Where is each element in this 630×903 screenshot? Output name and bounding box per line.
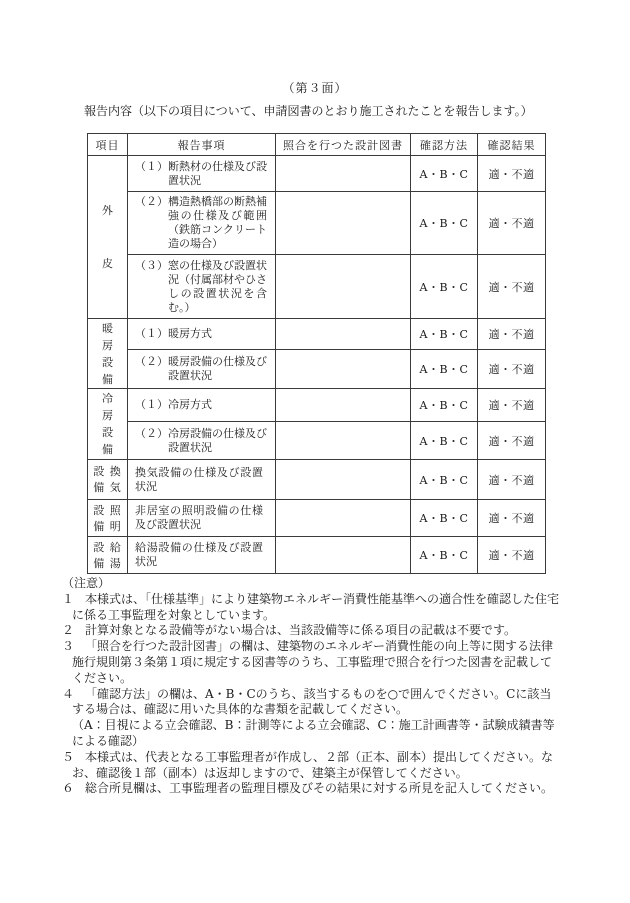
item-group-heating (88, 319, 128, 389)
report-item-cell: （１）暖房方式 (128, 319, 276, 350)
item-label-line: 設 (102, 426, 113, 439)
item-label-line: 外 (102, 204, 113, 217)
note-number: ４ (62, 686, 75, 701)
note-text: 「確認方法」の欄は、A・B・Cのうち、該当するものを○で囲んでください。Cに該当する場合は、確認に用いた具体的な書類を記載してください。 (72, 686, 552, 717)
report-item-cell: （２）冷房設備の仕様及び設置状況 (128, 422, 276, 460)
report-item-cell: 給湯設備の仕様及び設置状況 (128, 537, 276, 574)
confirm-result-cell: 適・不適 (478, 460, 546, 500)
table-row (88, 537, 546, 574)
table-row (88, 350, 546, 389)
note-number: １ (62, 591, 75, 606)
note-text: 本様式は、代表となる工事監理者が作成し、２部（正本、副本）提出してください。なお、確認後１部（副本）は返却しますので、建築主が保管してください。 (72, 749, 554, 780)
item-label-line: 設 (102, 355, 113, 369)
confirm-method-cell: A・B・C (411, 255, 478, 319)
note-number: ６ (62, 781, 75, 796)
table-row (88, 500, 546, 537)
confirm-method-cell: A・B・C (411, 192, 478, 255)
item-label-line: 設 給 (93, 540, 122, 554)
confirm-method-cell: A・B・C (411, 460, 478, 500)
table-row (88, 422, 546, 460)
page-number-label: （第３面） (282, 81, 348, 95)
confirm-result-cell: 適・不適 (478, 319, 546, 350)
report-item-cell: 非居室の照明設備の仕様及び設置状況 (128, 500, 276, 537)
table-row (88, 460, 546, 500)
notes-section (62, 576, 559, 797)
item-label-line: 備 気 (93, 481, 122, 494)
item-label-line: 備 明 (93, 519, 122, 533)
column-header-docs: 照合を行つた設計図書 (276, 134, 411, 156)
design-document-cell (276, 389, 411, 422)
note-item-6 (62, 781, 559, 797)
confirm-result-cell: 適・不適 (478, 350, 546, 389)
note-text: 「照合を行つた設計図書」の欄は、建築物のエネルギー消費性能の向上等に関する法律施行規則第３条第１項に規定する図書等のうち、工事監理で照合を行つた図書を記載してください。 (72, 639, 554, 685)
confirm-result-cell: 適・不適 (478, 500, 546, 537)
confirm-result-cell: 適・不適 (478, 255, 546, 319)
confirm-result-cell: 適・不適 (478, 422, 546, 460)
item-label-line: 備 湯 (93, 556, 122, 570)
table-header-row (88, 134, 546, 156)
note-number: ２ (62, 623, 75, 638)
report-item-cell: （２）構造熱橋部の断熱補強の仕様及び範囲（鉄筋コンクリート造の場合） (128, 192, 276, 255)
confirm-result-cell: 適・不適 (478, 156, 546, 192)
confirm-method-cell: A・B・C (411, 422, 478, 460)
item-label-line: 冷 (102, 392, 113, 405)
item-label-line: 備 (102, 372, 113, 386)
item-label-line: 暖 (102, 321, 113, 335)
design-document-cell (276, 460, 411, 500)
item-label-line: 設 換 (93, 465, 122, 478)
column-header-item: 項目 (88, 134, 128, 156)
design-document-cell (276, 192, 411, 255)
item-group-ventilation (88, 460, 128, 500)
report-item-cell: （１）冷房方式 (128, 389, 276, 422)
note-item-4 (62, 687, 559, 750)
column-header-report: 報告事項 (128, 134, 276, 156)
confirm-method-cell: A・B・C (411, 156, 478, 192)
item-group-lighting (88, 500, 128, 537)
note-sub-text: （A：目視による立会確認、B：計測等による立会確認、C：施工計画書等・試験成績書等による確認） (72, 718, 555, 748)
design-document-cell (276, 255, 411, 319)
report-item-cell: （２）暖房設備の仕様及び設置状況 (128, 350, 276, 389)
report-item-cell: 換気設備の仕様及び設置状況 (128, 460, 276, 500)
design-document-cell (276, 156, 411, 192)
confirm-method-cell: A・B・C (411, 319, 478, 350)
confirm-method-cell: A・B・C (411, 350, 478, 389)
table-row (88, 156, 546, 192)
note-text: 本様式は、「仕様基準」により建築物エネルギー消費性能基準への適合性を確認した住宅に係る工事監理を対象としています。 (72, 591, 560, 622)
note-item-1 (62, 592, 559, 624)
design-document-cell (276, 422, 411, 460)
report-item-cell: （１）断熱材の仕様及び設置状況 (128, 156, 276, 192)
confirm-result-cell: 適・不適 (478, 192, 546, 255)
confirm-method-cell: A・B・C (411, 537, 478, 574)
note-text: 総合所見欄は、工事監理者の監理目標及びその結果に対する所見を記入してください。 (85, 781, 554, 796)
note-item-5 (62, 750, 559, 782)
note-item-2 (62, 623, 559, 639)
item-label-line: 皮 (102, 257, 113, 270)
confirm-result-cell: 適・不適 (478, 537, 546, 574)
item-label-line: 備 (102, 443, 113, 456)
confirm-method-cell: A・B・C (411, 500, 478, 537)
column-header-result: 確認結果 (478, 134, 546, 156)
note-number: ５ (62, 749, 75, 764)
note-item-3 (62, 639, 559, 686)
report-intro-text: 報告内容（以下の項目について、申請図書のとおり施工されたことを報告します。） (84, 104, 533, 118)
table-row (88, 319, 546, 350)
report-item-cell: （３）窓の仕様及び設置状況（付属部材やひさしの設置状況を含む。） (128, 255, 276, 319)
design-document-cell (276, 537, 411, 574)
note-text: 計算対象となる設備等がない場合は、当該設備等に係る項目の記載は不要です。 (85, 623, 517, 638)
notes-heading: （注意） (62, 576, 111, 590)
table-row (88, 389, 546, 422)
design-document-cell (276, 319, 411, 350)
item-group-envelope (88, 156, 128, 319)
column-header-method: 確認方法 (411, 134, 478, 156)
report-table (87, 133, 546, 574)
design-document-cell (276, 350, 411, 389)
item-label-line: 房 (102, 338, 113, 352)
item-label-line: 房 (102, 409, 113, 422)
table-row (88, 255, 546, 319)
confirm-method-cell: A・B・C (411, 389, 478, 422)
item-group-cooling (88, 389, 128, 460)
confirm-result-cell: 適・不適 (478, 389, 546, 422)
note-number: ３ (62, 639, 75, 654)
design-document-cell (276, 500, 411, 537)
table-row (88, 192, 546, 255)
item-label-line: 設 照 (93, 503, 122, 517)
item-group-hot-water (88, 537, 128, 574)
